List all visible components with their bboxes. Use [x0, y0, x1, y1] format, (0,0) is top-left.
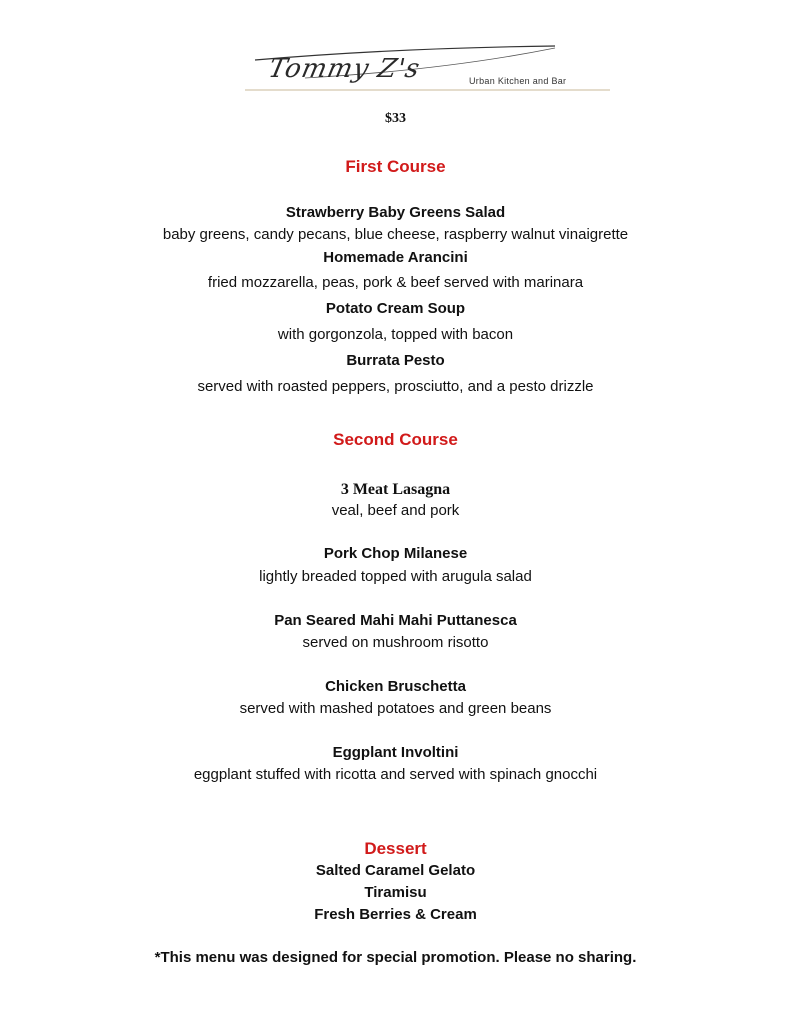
first-course-item-name: Strawberry Baby Greens Salad [285, 204, 506, 221]
second-course-item-name: Pork Chop Milanese [323, 545, 468, 562]
first-course-item-desc: fried mozzarella, peas, pork & beef served with marinara [207, 274, 584, 291]
footnote: *This menu was designed for special promotion. Please no sharing. [154, 949, 637, 966]
second-course-item-desc: lightly breaded topped with arugula salad [259, 568, 532, 585]
second-course-item-desc: served with mashed potatoes and green beans [239, 700, 552, 717]
first-course-item-name: Potato Cream Soup [325, 300, 466, 317]
first-course-item-name: Homemade Arancini [323, 249, 468, 266]
dessert-item: Fresh Berries & Cream [314, 906, 477, 923]
second-course-item-name: Pan Seared Mahi Mahi Puttanesca [274, 612, 517, 629]
dessert-heading: Dessert [364, 839, 427, 858]
second-course-item-name: Eggplant Involtini [332, 744, 459, 761]
first-course-heading: First Course [345, 157, 446, 176]
second-course-heading: Second Course [333, 430, 458, 449]
dessert-item: Tiramisu [364, 884, 427, 901]
second-course-item-desc: served on mushroom risotto [302, 634, 489, 651]
first-course-item-name: Burrata Pesto [346, 352, 445, 369]
logo-tagline: Urban Kitchen and Bar [469, 76, 567, 86]
menu-price: $33 [385, 111, 406, 126]
dessert-item: Salted Caramel Gelato [315, 862, 476, 879]
second-course-item-name: Chicken Bruschetta [325, 678, 466, 695]
first-course-item-desc: baby greens, candy pecans, blue cheese, raspberry walnut vinaigrette [162, 226, 629, 243]
second-course-item-desc: veal, beef and pork [331, 502, 460, 519]
first-course-item-desc: served with roasted peppers, prosciutto, and a pesto drizzle [197, 378, 594, 395]
second-course-item-name: 3 Meat Lasagna [340, 481, 451, 498]
second-course-item-desc: eggplant stuffed with ricotta and served with spinach gnocchi [193, 766, 598, 783]
restaurant-logo [245, 40, 610, 98]
first-course-item-desc: with gorgonzola, topped with bacon [277, 326, 514, 343]
logo-name: Tommy Z's [265, 54, 423, 84]
